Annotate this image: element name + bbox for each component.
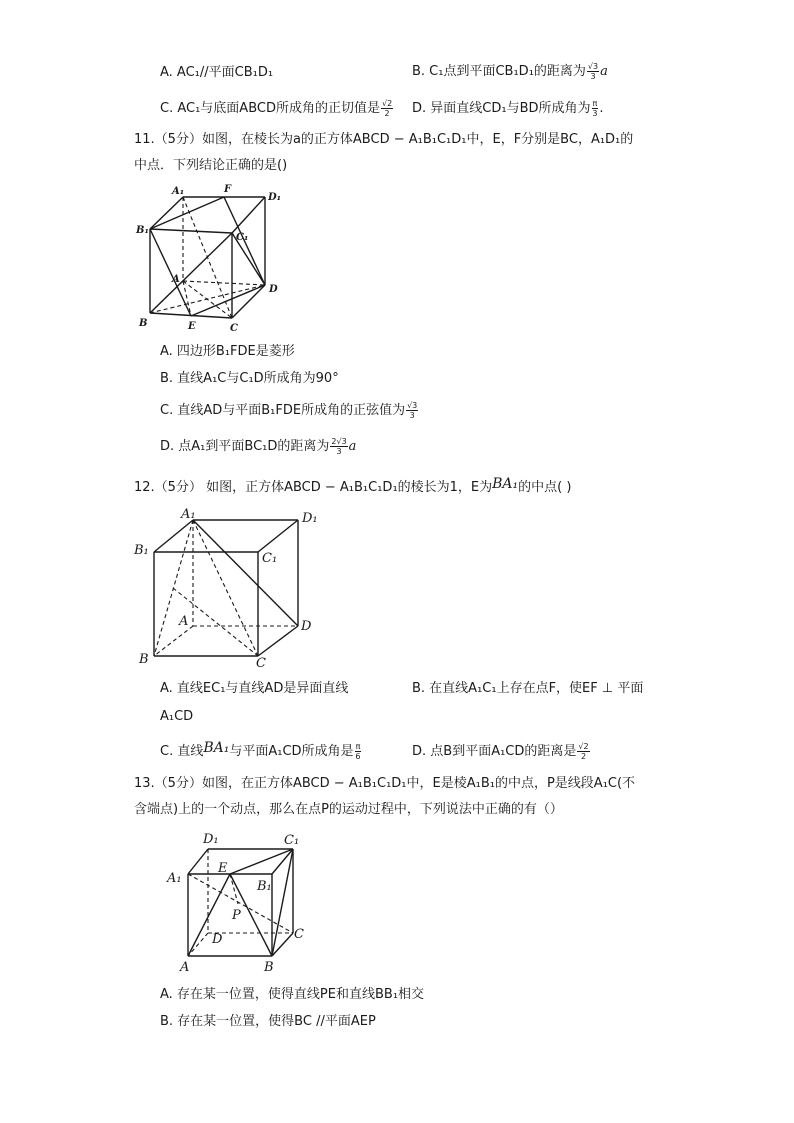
q12-option-b-line2: A₁CD [160, 709, 194, 724]
q13-label-D1: D₁ [203, 832, 219, 847]
q12-label-C: C [256, 656, 266, 671]
q13-option-a: A. 存在某一位置，使得直线PE和直线BB₁相交 [160, 987, 425, 1002]
q13-label-A: A [180, 960, 190, 975]
q13-label-C1: C₁ [284, 833, 300, 848]
q11-label-A: A [172, 274, 180, 285]
q12-option-c: C. 直线BA₁与平面A₁CD所成角是 $\frac{\pi}{6}$ [160, 740, 361, 761]
q10-option-b: B. C₁点到平面CB₁D₁的距离为 $\frac{√3}{3}$ a [412, 62, 608, 81]
q11-stem-line2: 中点．下列结论正确的是() [134, 158, 288, 173]
q12-option-d-fraction: $\frac{√2}{2}$ [578, 742, 589, 761]
q12-label-D1: D₁ [302, 511, 318, 526]
q12-label-A1: A₁ [181, 507, 196, 522]
q13-label-P: P [232, 908, 241, 923]
q11-option-d: D. 点A₁到平面BC₁D的距离为 $\frac{2√3}{3}$ a [160, 437, 357, 456]
q13-label-B1: B₁ [257, 879, 272, 894]
q12-option-c-fraction: $\frac{\pi}{6}$ [355, 742, 361, 761]
q12-stem: 12.（5分） 如图，正方体ABCD − A₁B₁C₁D₁的棱长为1，E为BA₁的中点( ) [134, 476, 572, 495]
q13-option-b: B. 存在某一位置，使得BC //平面AEP [160, 1014, 376, 1029]
q11-label-F: F [224, 184, 232, 195]
q12-label-C1: C₁ [262, 551, 278, 566]
q12-label-B: B [139, 652, 149, 667]
q12-label-D: D [301, 619, 312, 634]
q11-label-D: D [269, 284, 278, 295]
q12-option-a: A. 直线EC₁与直线AD是异面直线 [160, 681, 349, 696]
q11-label-B: B [139, 318, 148, 329]
q13-label-A1: A₁ [167, 871, 182, 886]
q12-label-B1: B₁ [134, 543, 149, 558]
q10-option-b-text: B. C₁点到平面CB₁D₁的距离为 [412, 64, 586, 79]
q10-option-c-fraction: $\frac{√2}{2}$ [381, 99, 393, 118]
q11-option-c: C. 直线AD与平面B₁FDE所成角的正弦值为 $\frac{√3}{3}$ [160, 401, 418, 420]
q11-option-c-fraction: $\frac{√3}{3}$ [407, 401, 418, 420]
q12-label-A: A [179, 614, 189, 629]
q11-option-b: B. 直线A₁C与C₁D所成角为90° [160, 371, 339, 386]
q11-option-d-fraction: $\frac{2√3}{3}$ [331, 437, 347, 456]
q13-label-D: D [212, 932, 223, 947]
q11-label-B1: B₁ [136, 225, 149, 236]
q13-label-B: B [264, 960, 274, 975]
q10-option-c: C. AC₁与底面ABCD所成角的正切值是 $\frac{√2}{2}$ [160, 99, 393, 118]
q11-label-D1: D₁ [268, 192, 282, 203]
q10-option-d: D. 异面直线CD₁与BD所成角为 $\frac{\pi}{3}$ . [412, 99, 604, 118]
q11-label-E: E [188, 321, 196, 332]
q11-label-C1: C₁ [236, 232, 249, 243]
q13-stem-line2: 含端点)上的一个动点，那么在点P的运动过程中，下列说法中正确的有（） [134, 802, 563, 817]
q12-option-b-line1: B. 在直线A₁C₁上存在点F，使EF ⊥ 平面 [412, 681, 644, 696]
q13-label-E: E [218, 861, 228, 876]
q10-option-b-fraction: $\frac{√3}{3}$ [587, 62, 599, 81]
q10-option-d-fraction: $\frac{\pi}{3}$ [592, 99, 598, 118]
q12-option-d: D. 点B到平面A₁CD的距离是 $\frac{√2}{2}$ [412, 742, 589, 761]
q11-stem-line1: 11.（5分）如图，在棱长为a的正方体ABCD − A₁B₁C₁D₁中，E，F分别是BC，A₁D₁的 [134, 132, 634, 147]
q13-stem-line1: 13.（5分）如图，在正方体ABCD − A₁B₁C₁D₁中，E是棱A₁B₁的中点，P是线段A₁C(不 [134, 776, 636, 791]
q11-label-C: C [230, 323, 238, 334]
q10-option-a: A. AC₁//平面CB₁D₁ [160, 65, 274, 80]
q11-label-A1: A₁ [172, 186, 185, 197]
q13-label-C: C [294, 927, 304, 942]
q11-option-a: A. 四边形B₁FDE是菱形 [160, 344, 295, 359]
